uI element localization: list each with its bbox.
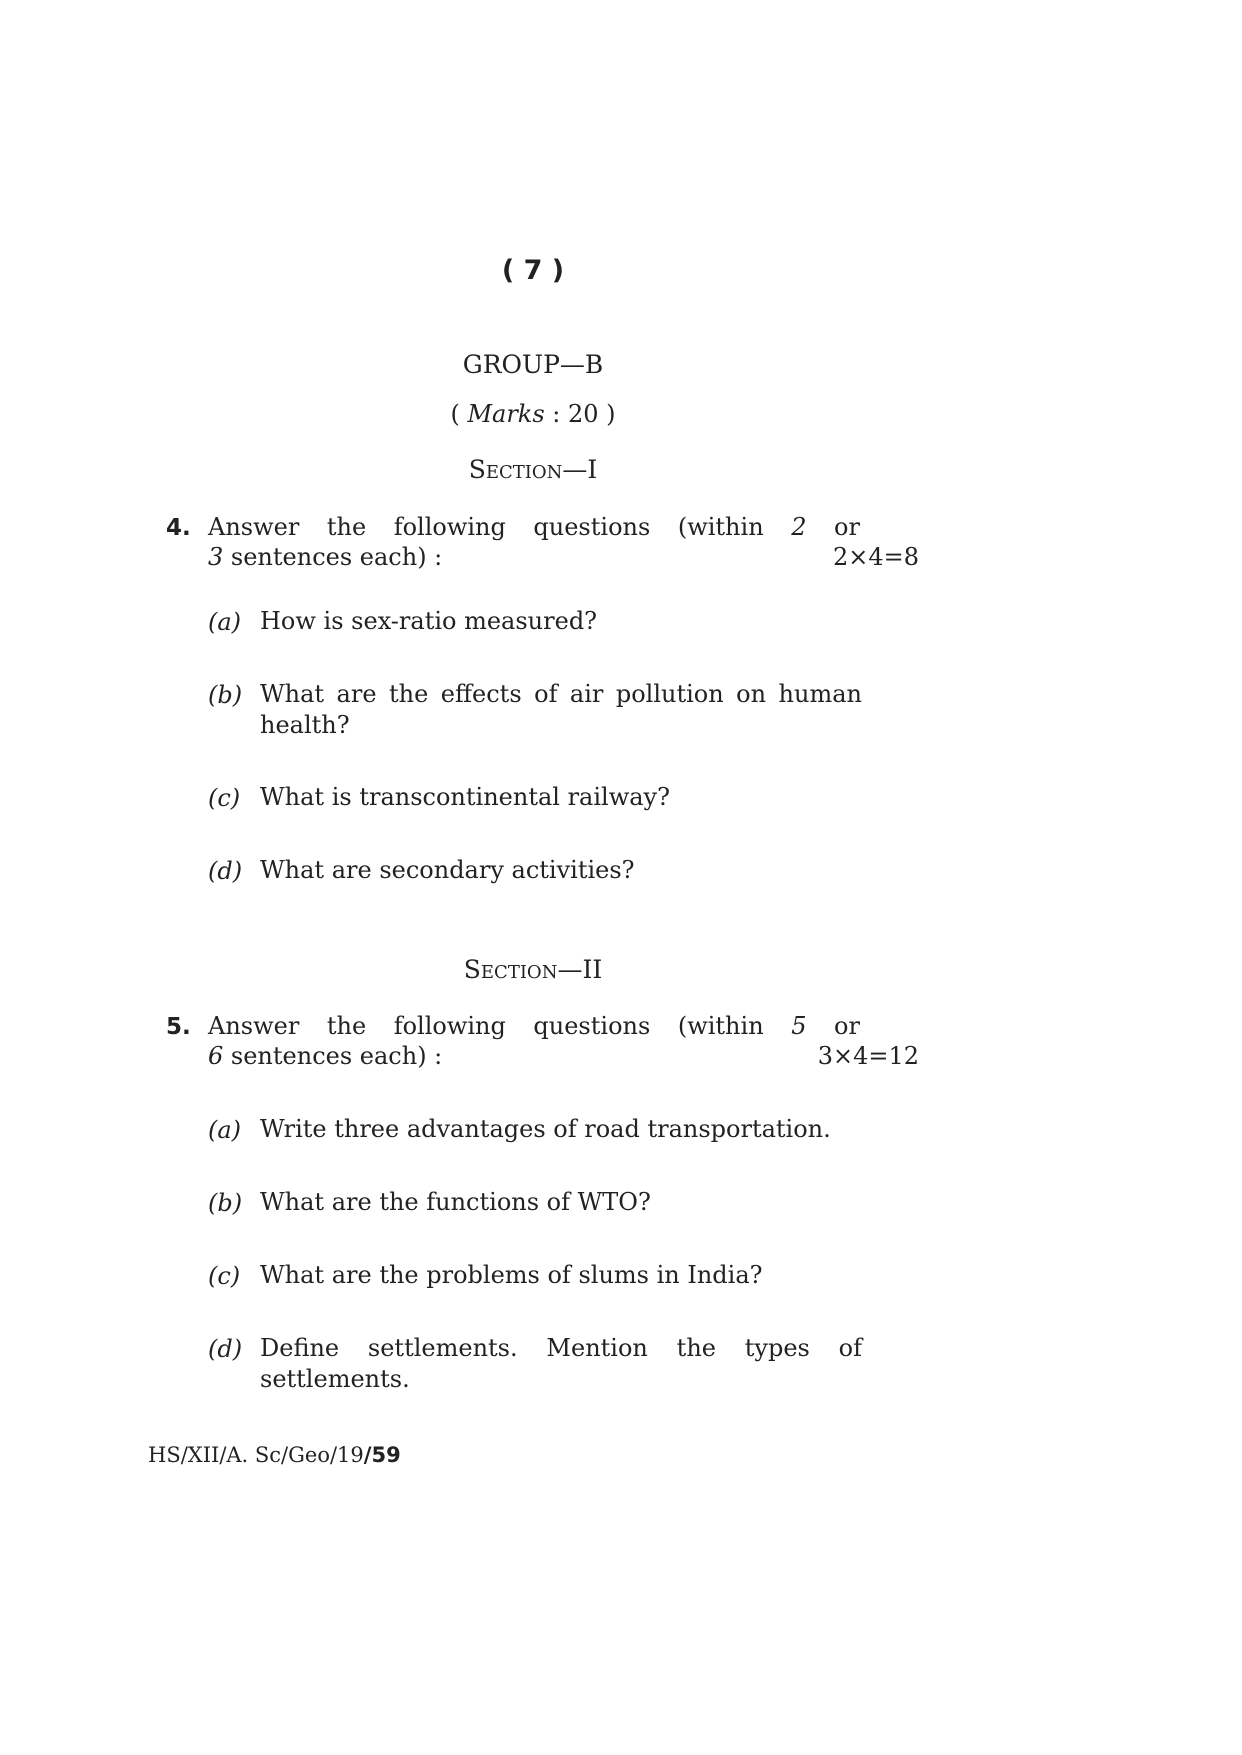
q4-word: 2 [791, 513, 807, 541]
q5-part-b-letter: (b) [208, 1189, 243, 1217]
question-4-line-1 [208, 513, 860, 541]
q4-part-d-letter: (d) [208, 857, 243, 885]
question-4-marks: 2×4=8 [832, 543, 919, 571]
q4-part-d-text: What are secondary activities? [260, 856, 635, 884]
q4-word: or [834, 513, 860, 541]
q5-part-c-letter: (c) [208, 1262, 241, 1290]
q5-part-d-text-2: settlements. [260, 1365, 410, 1393]
page-number: ( 7 ) [501, 255, 565, 286]
q4-part-c-letter: (c) [208, 784, 241, 812]
marks-label: Marks [467, 400, 545, 428]
q4-part-b-text: What are the effects of air pollution on human [260, 680, 862, 708]
q5-part-a-letter: (a) [208, 1116, 242, 1144]
question-5-marks: 3×4=12 [817, 1042, 919, 1070]
q4-word: the [326, 513, 367, 541]
question-4-line-2 [208, 543, 919, 571]
q5-word: questions [533, 1012, 651, 1040]
question-5-line-1 [208, 1012, 860, 1040]
q4-part-b-text-2: health? [260, 711, 350, 739]
q5-part-d-letter: (d) [208, 1335, 243, 1363]
q4-part-c-text: What is transcontinental railway? [260, 783, 670, 811]
marks-rest: : 20 ) [544, 400, 616, 428]
q4-part-b-letter: (b) [208, 681, 243, 709]
q4-part-a-letter: (a) [208, 608, 242, 636]
question-number-5: 5. [166, 1014, 191, 1040]
question-number-4: 4. [166, 515, 191, 541]
q4-word: (within [677, 513, 764, 541]
q4-word: following [393, 513, 506, 541]
q4-line2-text: sentences each) : [223, 543, 443, 571]
q4-line2-number: 3 [208, 543, 224, 571]
group-marks [0, 400, 1066, 428]
q5-line2-number: 6 [208, 1042, 224, 1070]
q4-word: Answer [208, 513, 300, 541]
paper-code-number: /59 [363, 1443, 401, 1467]
q4-part-a-text: How is sex-ratio measured? [260, 607, 598, 635]
q5-part-d-text: Define settlements. Mention the types of [260, 1334, 862, 1362]
q5-word: or [834, 1012, 860, 1040]
q5-word: following [393, 1012, 506, 1040]
q5-part-b-text: What are the functions of WTO? [260, 1188, 651, 1216]
question-5-line-2 [208, 1042, 919, 1070]
paper-code [148, 1443, 401, 1467]
q4-word: questions [533, 513, 651, 541]
q5-word: 5 [791, 1012, 807, 1040]
paper-code-text: HS/XII/A. Sc/Geo/19 [148, 1443, 364, 1467]
section-title-1: Section—I [468, 455, 598, 484]
marks-open: ( [450, 400, 468, 428]
group-title: GROUP—B [462, 350, 604, 379]
q5-part-a-text: Write three advantages of road transportation. [260, 1115, 831, 1143]
q5-line2-text: sentences each) : [223, 1042, 443, 1070]
q5-part-c-text: What are the problems of slums in India? [260, 1261, 763, 1289]
q5-word: the [326, 1012, 367, 1040]
q5-word: Answer [208, 1012, 300, 1040]
section-title-2: Section—II [463, 955, 603, 984]
q5-word: (within [677, 1012, 764, 1040]
